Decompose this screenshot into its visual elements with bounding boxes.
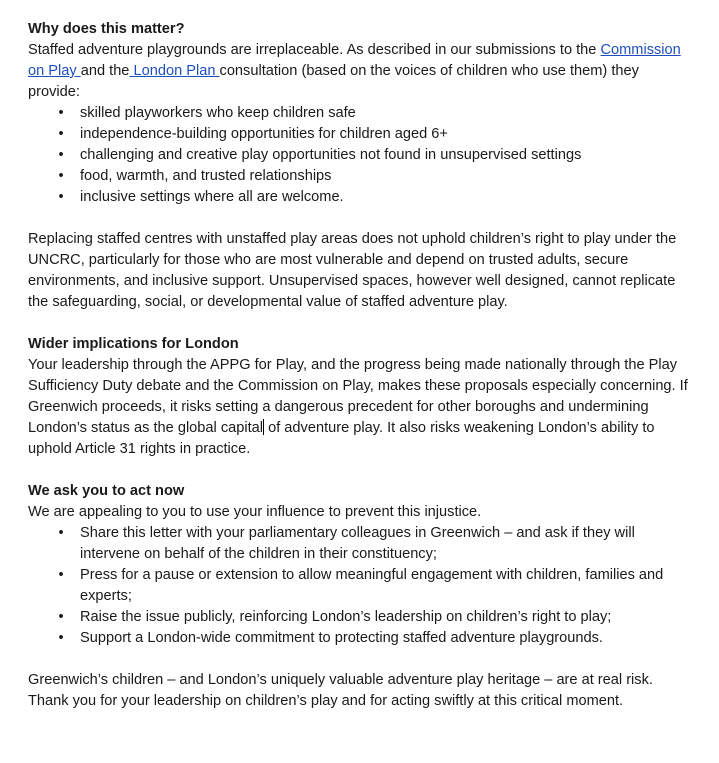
paragraph-gap <box>28 313 688 334</box>
provides-list <box>28 103 688 208</box>
list-item-text: food, warmth, and trusted relationships <box>80 168 332 184</box>
bullet-icon: • <box>58 525 64 541</box>
section-heading-act-now: We ask you to act now <box>28 483 185 499</box>
commission-on-play-link[interactable]: Commission on Play <box>28 42 681 79</box>
list-item-text: skilled playworkers who keep children safe <box>80 105 356 121</box>
list-item-text: independence-building opportunities for children aged 6+ <box>80 126 448 142</box>
implications-text-end: of adventure play. It also risks weakening London’s ability to uphold Article 31 rights in practice. <box>28 420 655 457</box>
bullet-icon: • <box>58 168 64 184</box>
actions-list <box>28 523 688 649</box>
bullet-icon: • <box>58 609 64 625</box>
paragraph-gap <box>28 208 688 229</box>
section-heading-why: Why does this matter? <box>28 21 185 37</box>
list-item-text: Support a London-wide commitment to protecting staffed adventure playgrounds. <box>80 630 603 646</box>
paragraph-gap <box>28 649 688 670</box>
bullet-icon: • <box>58 189 64 205</box>
list-item <box>28 145 688 166</box>
implications-paragraph <box>28 355 688 460</box>
list-item <box>28 187 688 208</box>
bullet-icon: • <box>58 105 64 121</box>
list-item-text: Press for a pause or extension to allow meaningful engagement with children, families and experts; <box>80 567 664 604</box>
appeal-intro: We are appealing to you to use your influence to prevent this injustice. <box>28 504 482 520</box>
bullet-icon: • <box>58 126 64 142</box>
london-plan-link[interactable]: London Plan <box>129 63 220 79</box>
list-item-text: Raise the issue publicly, reinforcing London’s leadership on children’s right to play; <box>80 609 612 625</box>
bullet-icon: • <box>58 147 64 163</box>
list-item <box>28 523 688 565</box>
letter-page <box>28 19 688 712</box>
list-item-text: challenging and creative play opportunities not found in unsupervised settings <box>80 147 582 163</box>
intro-text-end: consultation (based on the voices of children who use them) they provide: <box>28 63 639 100</box>
list-item <box>28 166 688 187</box>
bullet-icon: • <box>58 567 64 583</box>
intro-text-start: Staffed adventure playgrounds are irreplaceable. As described in our submissions to the <box>28 42 601 58</box>
intro-paragraph <box>28 40 688 103</box>
section-heading-wider-implications: Wider implications for London <box>28 336 239 352</box>
list-item <box>28 565 688 607</box>
list-item-text: inclusive settings where all are welcome. <box>80 189 344 205</box>
list-item-text: Share this letter with your parliamentary colleagues in Greenwich – and ask if they will intervene on behalf of the children in their constituency; <box>80 525 635 562</box>
bullet-icon: • <box>58 630 64 646</box>
closing-paragraph: Greenwich’s children – and London’s uniquely valuable adventure play heritage – are at real risk. Thank you for your leadership on children’s play and for acting swiftly at this critical moment. <box>28 672 653 709</box>
list-item <box>28 124 688 145</box>
paragraph-gap <box>28 460 688 481</box>
list-item <box>28 607 688 628</box>
list-item <box>28 628 688 649</box>
list-item <box>28 103 688 124</box>
uncrc-paragraph: Replacing staffed centres with unstaffed play areas does not uphold children’s right to play under the UNCRC, particularly for those who are most vulnerable and depend on trusted adults, secure environments, and inclusive support. Unsupervised spaces, however well designed, cannot replicate the safeguarding, social, or developmental value of staffed adventure play. <box>28 231 677 310</box>
intro-text-between: and the <box>80 63 130 79</box>
implications-text-start: Your leadership through the APPG for Play, and the progress being made nationally through the Play Sufficiency Duty debate and the Commission on Play, makes these proposals especially concerning. If Greenwich proceeds, it risks setting a dangerous precedent for other boroughs and undermining London’s status as the global capital <box>28 357 688 436</box>
